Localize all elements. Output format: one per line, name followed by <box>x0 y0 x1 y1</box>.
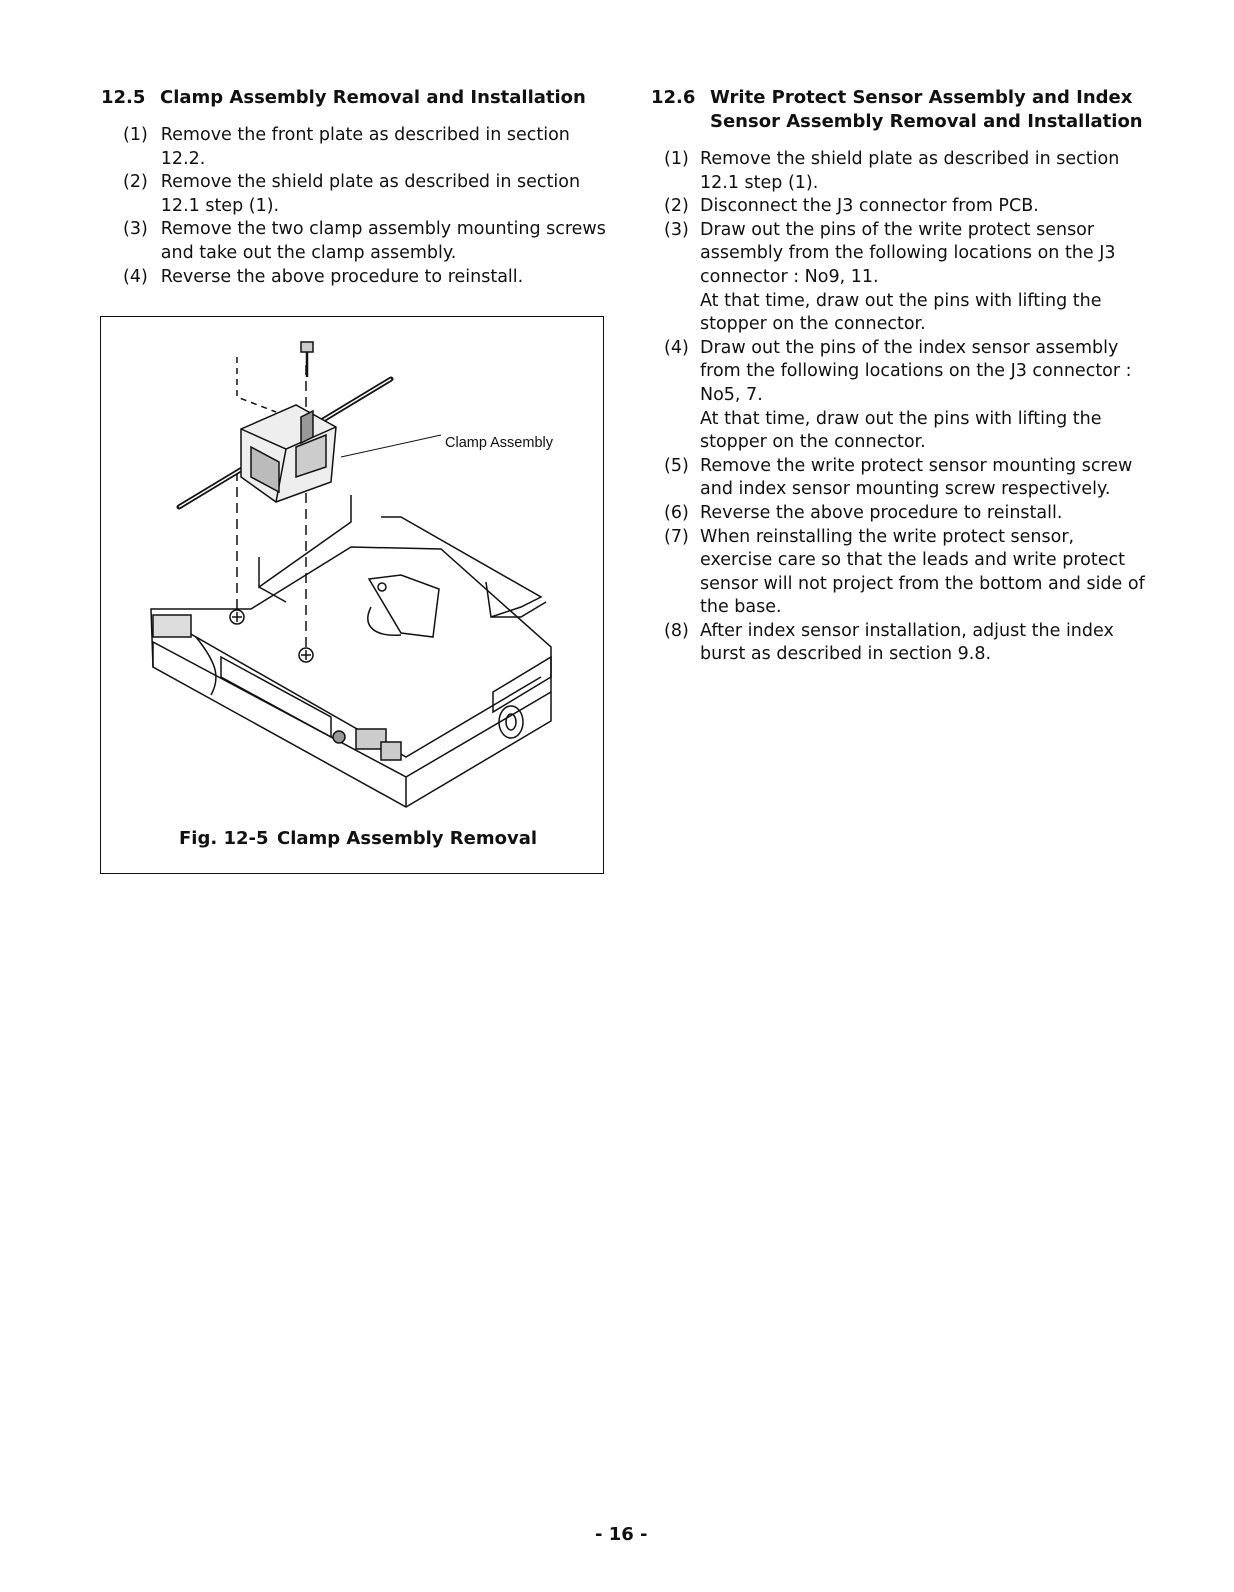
section-heading <box>651 86 1151 134</box>
step-number: (4) <box>123 266 148 287</box>
list-item <box>101 124 606 171</box>
step-text: Draw out the pins of the write protect sensor assembly from the following locations on the J3 connector : No9, 11. <box>700 219 1116 287</box>
step-text: Reverse the above procedure to reinstall. <box>160 266 524 287</box>
step-text: After index sensor installation, adjust the index burst as described in section 9.8. <box>700 620 1114 665</box>
list-item <box>651 502 1151 526</box>
step-text: Remove the shield plate as described in section 12.1 step (1). <box>160 172 581 216</box>
step-body <box>700 219 1151 337</box>
section-heading <box>101 86 606 110</box>
step-number: (2) <box>123 172 148 193</box>
list-item <box>101 266 606 290</box>
caption-title: Clamp Assembly Removal <box>277 828 538 849</box>
figure-caption <box>179 828 537 849</box>
list-item <box>651 337 1151 455</box>
list-item <box>651 620 1151 667</box>
section-title-line: Sensor Assembly Removal and Installation <box>710 111 1143 132</box>
list-item <box>101 171 606 218</box>
step-number: (3) <box>123 219 148 240</box>
list-item <box>651 526 1151 620</box>
step-number: (1) <box>664 149 689 169</box>
section-number: 12.5 <box>101 87 146 108</box>
step-note: At that time, draw out the pins with lifting the stopper on the connector. <box>700 290 1102 335</box>
section-12-6 <box>651 86 1151 667</box>
step-list <box>651 148 1151 667</box>
section-number: 12.6 <box>651 87 696 108</box>
callout-label: Clamp Assembly <box>445 435 553 451</box>
caption-number: Fig. 12-5 <box>179 828 269 849</box>
step-text: Remove the front plate as described in section 12.2. <box>160 125 570 169</box>
step-number: (5) <box>664 455 689 476</box>
step-text: Remove the two clamp assembly mounting screws and take out the clamp assembly. <box>160 219 606 263</box>
step-number: (4) <box>664 337 689 358</box>
page-number: - 16 - <box>595 1524 648 1545</box>
step-text: Disconnect the J3 connector from PCB. <box>700 196 1039 217</box>
step-body <box>700 337 1151 455</box>
section-12-5 <box>101 86 606 289</box>
step-note: At that time, draw out the pins with lifting the stopper on the connector. <box>700 408 1102 453</box>
step-number: (1) <box>123 125 148 145</box>
step-number: (2) <box>664 196 689 217</box>
section-title: Clamp Assembly Removal and Installation <box>160 87 586 108</box>
list-item <box>101 218 606 265</box>
list-item <box>651 219 1151 337</box>
step-text: When reinstalling the write protect sensor, exercise care so that the leads and write protect sensor will not project from the bottom and side of the base. <box>700 526 1145 618</box>
list-item <box>651 148 1151 195</box>
list-item <box>651 455 1151 502</box>
step-text: Draw out the pins of the index sensor assembly from the following locations on the J3 connector : No5, 7. <box>700 337 1132 405</box>
clamp-assembly-illustration <box>101 317 603 817</box>
step-text: Remove the write protect sensor mounting screw and index sensor mounting screw respectively. <box>700 455 1133 500</box>
step-number: (6) <box>664 502 689 523</box>
step-text: Reverse the above procedure to reinstall. <box>700 502 1063 523</box>
step-number: (7) <box>664 526 689 547</box>
step-list <box>101 124 606 289</box>
step-number: (8) <box>664 620 689 641</box>
step-number: (3) <box>664 219 689 240</box>
section-title <box>710 86 1151 134</box>
step-text: Remove the shield plate as described in section 12.1 step (1). <box>700 149 1120 193</box>
list-item <box>651 195 1151 219</box>
figure-12-5 <box>100 316 604 874</box>
section-title-line: Write Protect Sensor Assembly and Index <box>710 87 1133 108</box>
